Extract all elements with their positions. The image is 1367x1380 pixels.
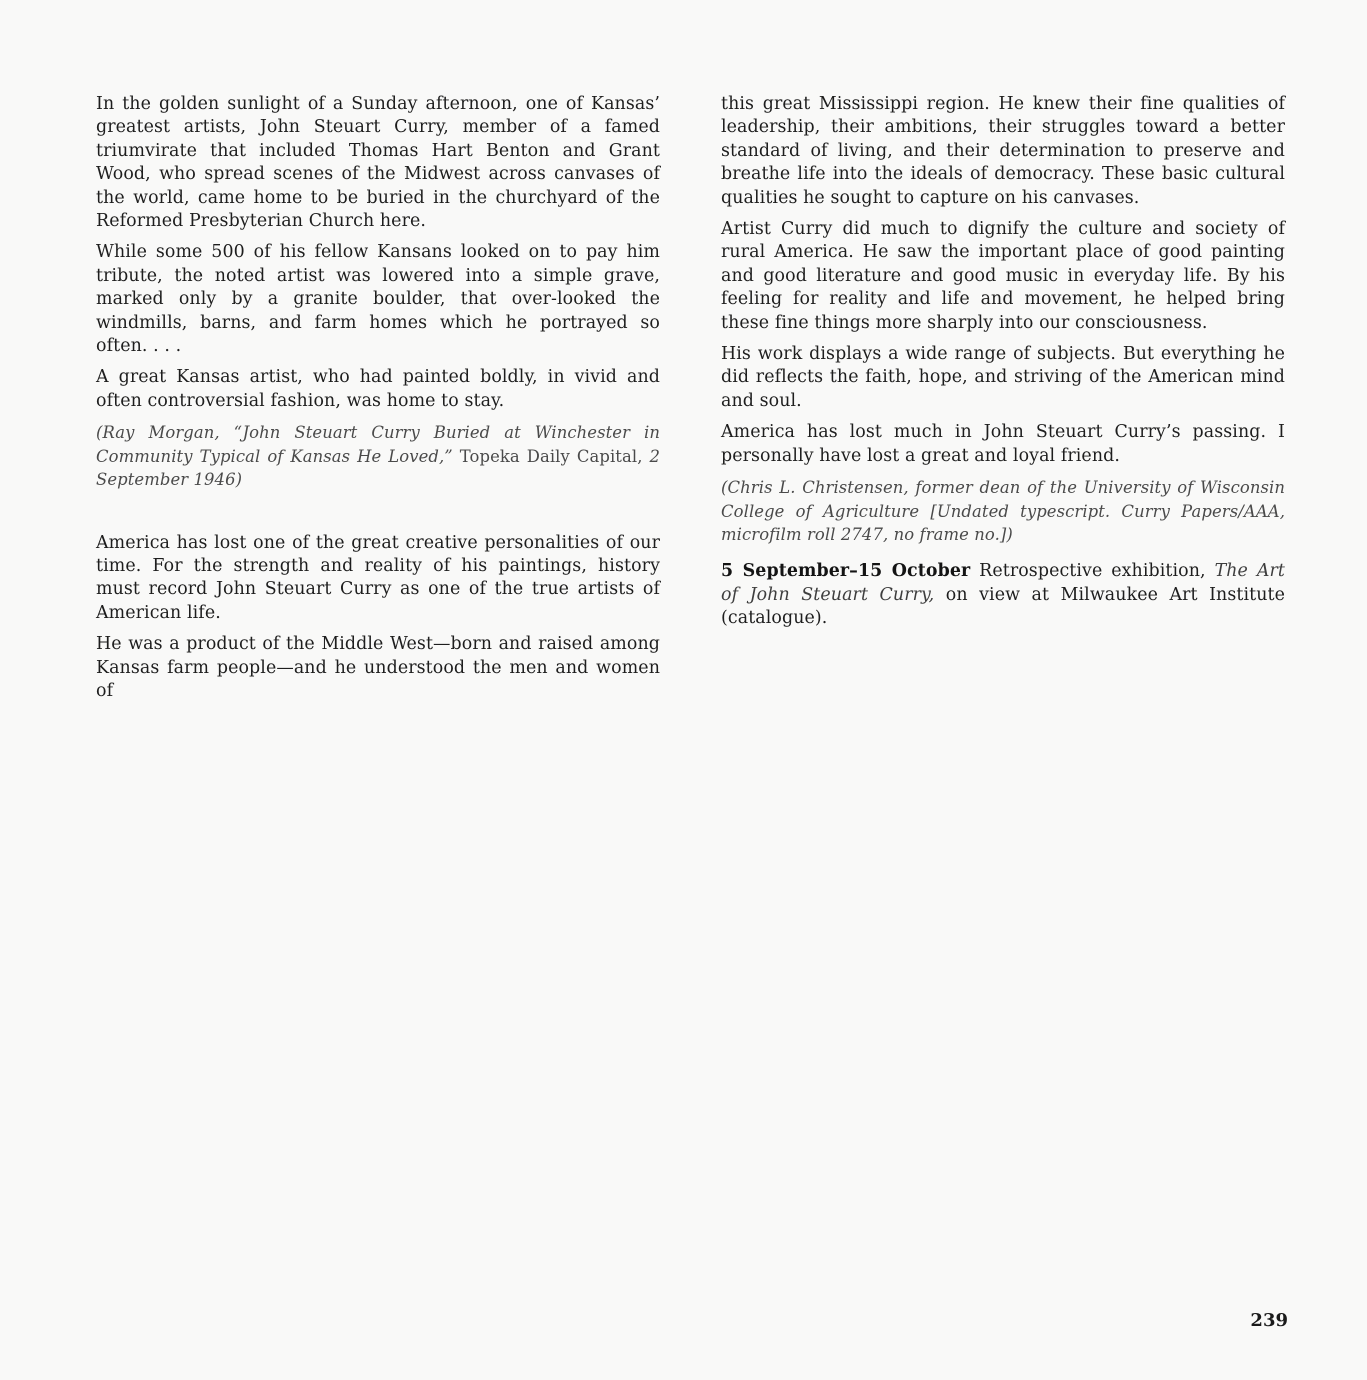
page-number: 239: [1250, 1310, 1288, 1331]
event-date: 5 September–15 October: [721, 561, 971, 582]
paragraph: Artist Curry did much to dignify the culture and society of rural America. He saw the important place of good painting and good literature and good music in everyday life. By his feeling for reality and life and movement, he helped bring these fine things more sharply into our consciousness.: [721, 219, 1285, 333]
paragraph: this great Mississippi region. He knew their fine qualities of leadership, their ambitions, their struggles toward a better standard of living, and their determination to preserve and breathe life into the ideals of democracy. These basic cultural qualities he sought to capture on his canvases.: [721, 94, 1285, 208]
paragraph: America has lost much in John Steuart Curry’s passing. I personally have lost a great and loyal friend.: [721, 422, 1285, 466]
citation: [96, 421, 660, 491]
left-column: [96, 93, 660, 711]
paragraph: A great Kansas artist, who had painted boldly, in vivid and often controversial fashion, was home to stay.: [96, 367, 660, 411]
event-entry: [721, 560, 1285, 630]
event-title: The Art of John Steuart Curry,: [721, 561, 1286, 605]
paragraph: While some 500 of his fellow Kansans looked on to pay him tribute, the noted artist was lowered into a simple grave, marked only by a granite boulder, that over-looked the windmills, barns, and farm homes which he portrayed so often. . . .: [96, 242, 660, 357]
spacer: [96, 500, 660, 532]
paragraph: His work displays a wide range of subjects. But everything he did reflects the faith, hope, and striving of the American mind and soul.: [721, 344, 1285, 411]
event-text: Retrospective exhibition,: [970, 561, 1215, 582]
citation: (Chris L. Christensen, former dean of the University of Wisconsin College of Agriculture [Undated typescript. Curry Papers/AAA, microfilm roll 2747, no frame no.]): [721, 478, 1285, 544]
event-text: on view at Milwaukee Art Institute (catalogue).: [721, 584, 1286, 629]
paragraph: America has lost one of the great creative personalities of our time. For the strength and reality of his paintings, history must record John Steuart Curry as one of the true artists of American life.: [96, 532, 660, 623]
paragraph: In the golden sunlight of a Sunday afternoon, one of Kansas’ greatest artists, John Steuart Curry, member of a famed triumvirate that included Thomas Hart Benton and Grant Wood, who spread scenes of the Midwest across canvases of the world, came home to be buried in the churchyard of the Reformed Presbyterian Church here.: [96, 94, 660, 232]
right-column: [721, 93, 1285, 639]
citation-roman: Topeka Daily Capital,: [452, 446, 643, 466]
citation-end: 2 September 1946): [96, 446, 660, 490]
paragraph: He was a product of the Middle West—born and raised among Kansas farm people—and he understood the men and women of: [96, 634, 660, 701]
citation-italic: (Ray Morgan, “John Steuart Curry Buried at Winchester in Community Typical of Kansas He Loved,”: [96, 423, 660, 466]
